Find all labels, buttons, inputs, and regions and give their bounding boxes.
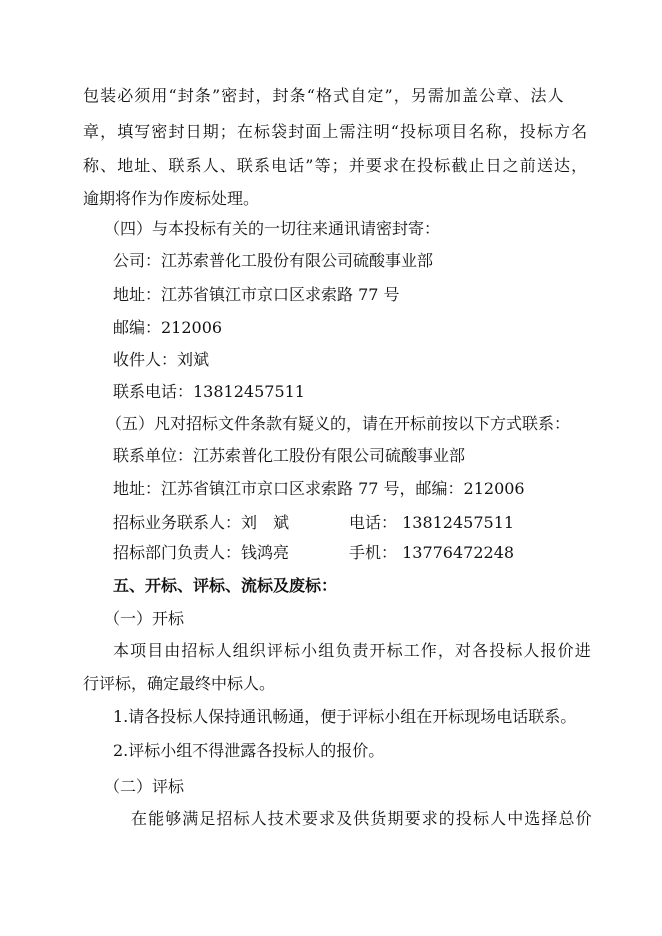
paragraph-line: 称、地址、联系人、联系电话”等；并要求在投标截止日之前送达， xyxy=(83,156,589,175)
company-line: 公司：江苏索普化工股份有限公司硫酸事业部 xyxy=(113,251,434,270)
subsection-heading: （二）评标 xyxy=(104,777,185,796)
list-item: 2.评标小组不得泄露各投标人的报价。 xyxy=(113,741,385,760)
address-line: 地址：江苏省镇江市京口区求索路 77 号 xyxy=(113,285,400,304)
paragraph-line: 本项目由招标人组织评标小组负责开标工作，对各投标人报价进 xyxy=(113,641,592,660)
section-heading: （四）与本投标有关的一切往来通讯请密封寄： xyxy=(104,219,441,238)
list-item: 1.请各投标人保持通讯畅通，便于评标小组在开标现场电话联系。 xyxy=(113,707,577,726)
recipient-line: 收件人：刘斌 xyxy=(113,350,210,369)
contact-phone: 电话： 13812457511 xyxy=(349,513,515,532)
address-line: 地址：江苏省镇江市京口区求索路 77 号，邮编：212006 xyxy=(113,479,525,498)
paragraph-line: 逾期将作为作废标处理。 xyxy=(83,189,260,208)
paragraph-line: 包装必须用“封条”密封，封条“格式自定”，另需加盖公章、法人 xyxy=(83,86,565,105)
paragraph-line: 在能够满足招标人技术要求及供货期要求的投标人中选择总价 xyxy=(131,809,593,828)
unit-line: 联系单位：江苏索普化工股份有限公司硫酸事业部 xyxy=(113,446,466,465)
contact-label: 招标业务联系人：刘 斌 xyxy=(113,513,290,532)
subsection-heading: （一）开标 xyxy=(104,609,185,628)
section-heading: （五）凡对招标文件条款有疑义的，请在开标前按以下方式联系： xyxy=(106,414,571,433)
paragraph-line: 行评标，确定最终中标人。 xyxy=(83,674,276,693)
paragraph-line: 章，填写密封日期；在标袋封面上需注明“投标项目名称，投标方名 xyxy=(83,122,589,141)
phone-line: 联系电话：13812457511 xyxy=(113,382,305,401)
manager-phone: 手机： 13776472248 xyxy=(349,543,515,562)
manager-label: 招标部门负责人：钱鸿亮 xyxy=(113,543,290,562)
chapter-title: 五、开标、评标、流标及废标： xyxy=(113,576,338,595)
postcode-line: 邮编：212006 xyxy=(113,318,223,337)
